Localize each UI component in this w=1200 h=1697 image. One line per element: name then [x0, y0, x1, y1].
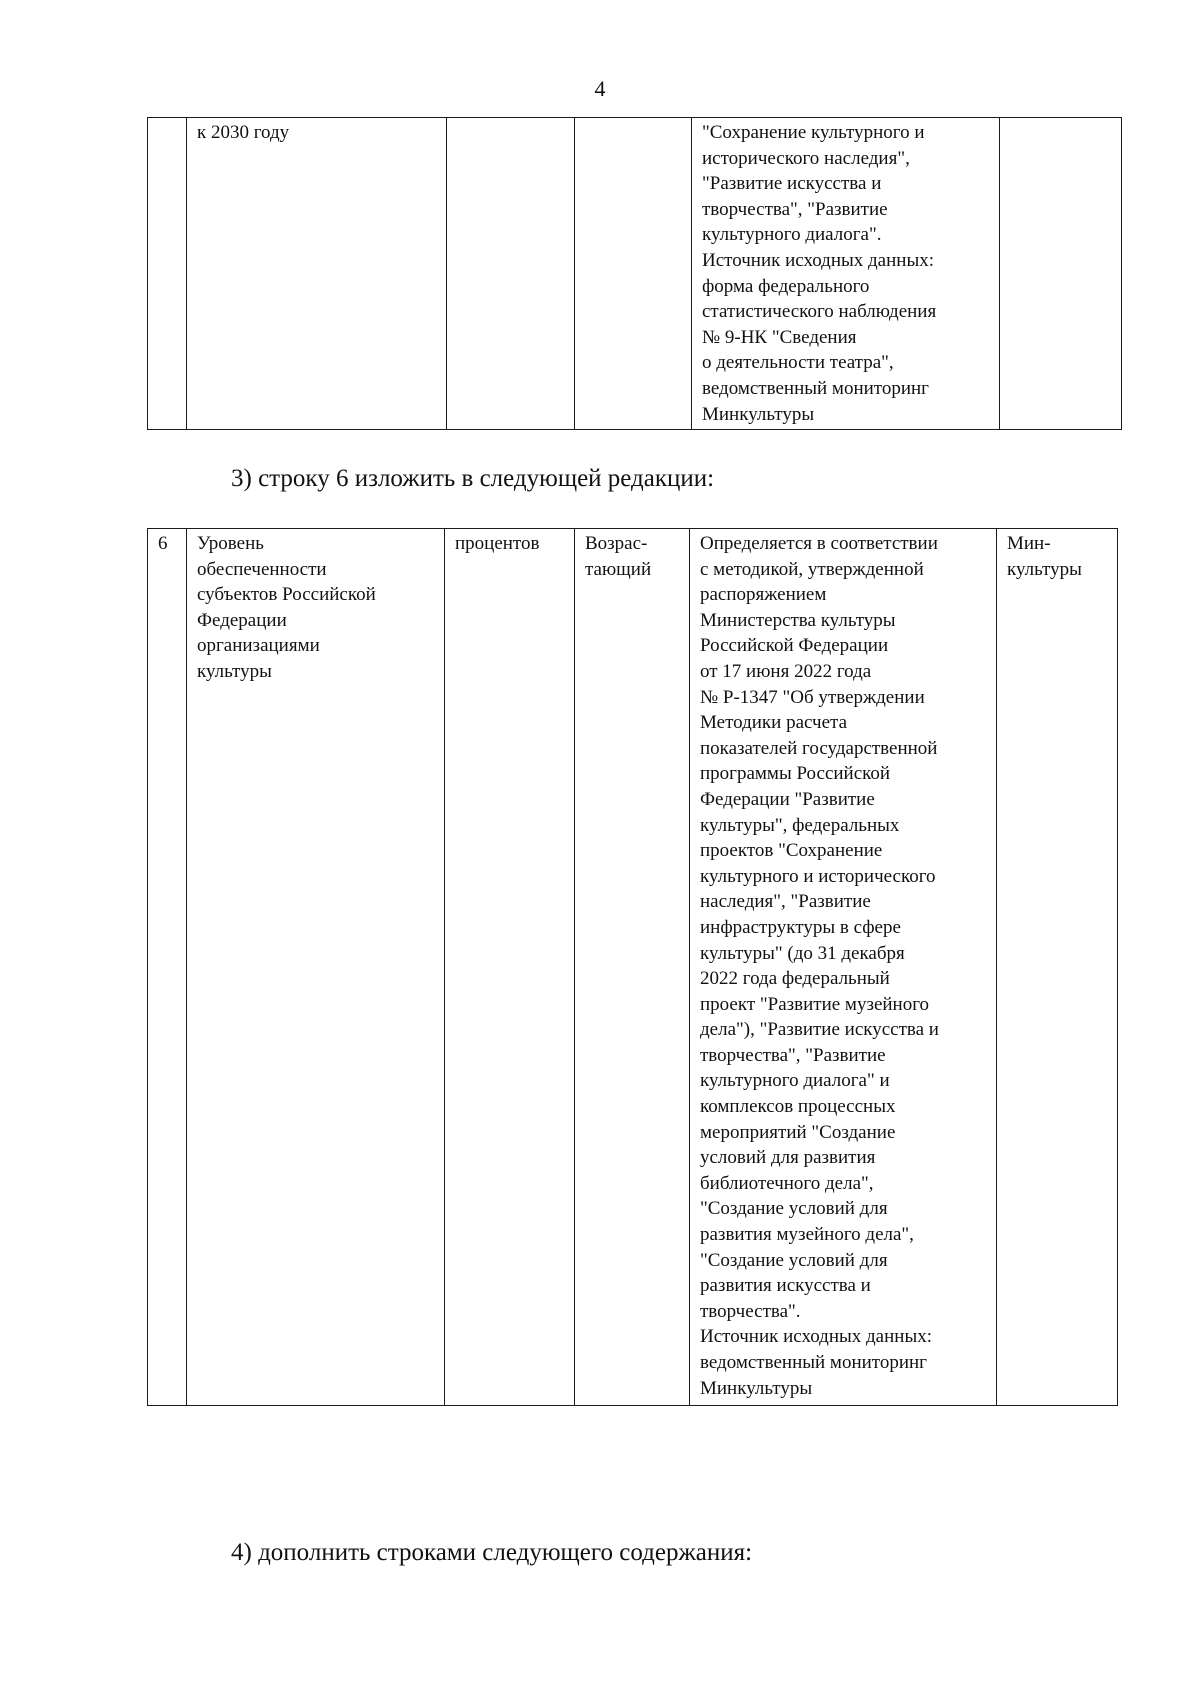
indicator-table-continued — [147, 117, 1122, 430]
cell-trend — [575, 118, 692, 430]
cell-responsible: Мин- культуры — [997, 529, 1118, 1406]
cell-indicator: к 2030 году — [187, 118, 447, 430]
cell-method: Определяется в соответствии с методикой, утвержденной распоряжением Министерства культуры Российской Федерации от 17 июня 2022 года № Р-1347 "Об утверждении Методики расчета показателей государственной программы Российской Федерации "Развитие культуры", федеральных проектов "Сохранение культурного и исторического наследия", "Развитие инфраструктуры в сфере культуры" (до 31 декабря 2022 года федеральный проект "Развитие музейного дела"), "Развитие искусства и творчества", "Развитие культурного диалога" и комплексов процессных мероприятий "Создание условий для развития библиотечного дела", "Создание условий для развития музейного дела", "Создание условий для развития искусства и творчества". Источник исходных данных: ведомственный мониторинг Минкультуры — [690, 529, 997, 1406]
cell-method: "Сохранение культурного и исторического наследия", "Развитие искусства и творчества", "Развитие культурного диалога". Источник исходных данных: форма федерального статистического наблюдения № 9-НК "Сведения о деятельности театра", ведомственный мониторинг Минкультуры — [692, 118, 1000, 430]
cell-number — [148, 118, 187, 430]
table-row — [148, 529, 1118, 1406]
section-heading-3: 3) строку 6 изложить в следующей редакции: — [231, 465, 715, 492]
section-heading-4: 4) дополнить строками следующего содержания: — [231, 1539, 753, 1566]
indicator-table-row6 — [147, 528, 1118, 1406]
table-row — [148, 118, 1122, 430]
cell-trend: Возрас- тающий — [575, 529, 690, 1406]
cell-number: 6 — [148, 529, 187, 1406]
page-number: 4 — [594, 76, 606, 101]
cell-indicator: Уровень обеспеченности субъектов Российской Федерации организациями культуры — [187, 529, 445, 1406]
cell-unit: процентов — [445, 529, 575, 1406]
cell-responsible — [1000, 118, 1122, 430]
cell-unit — [447, 118, 575, 430]
